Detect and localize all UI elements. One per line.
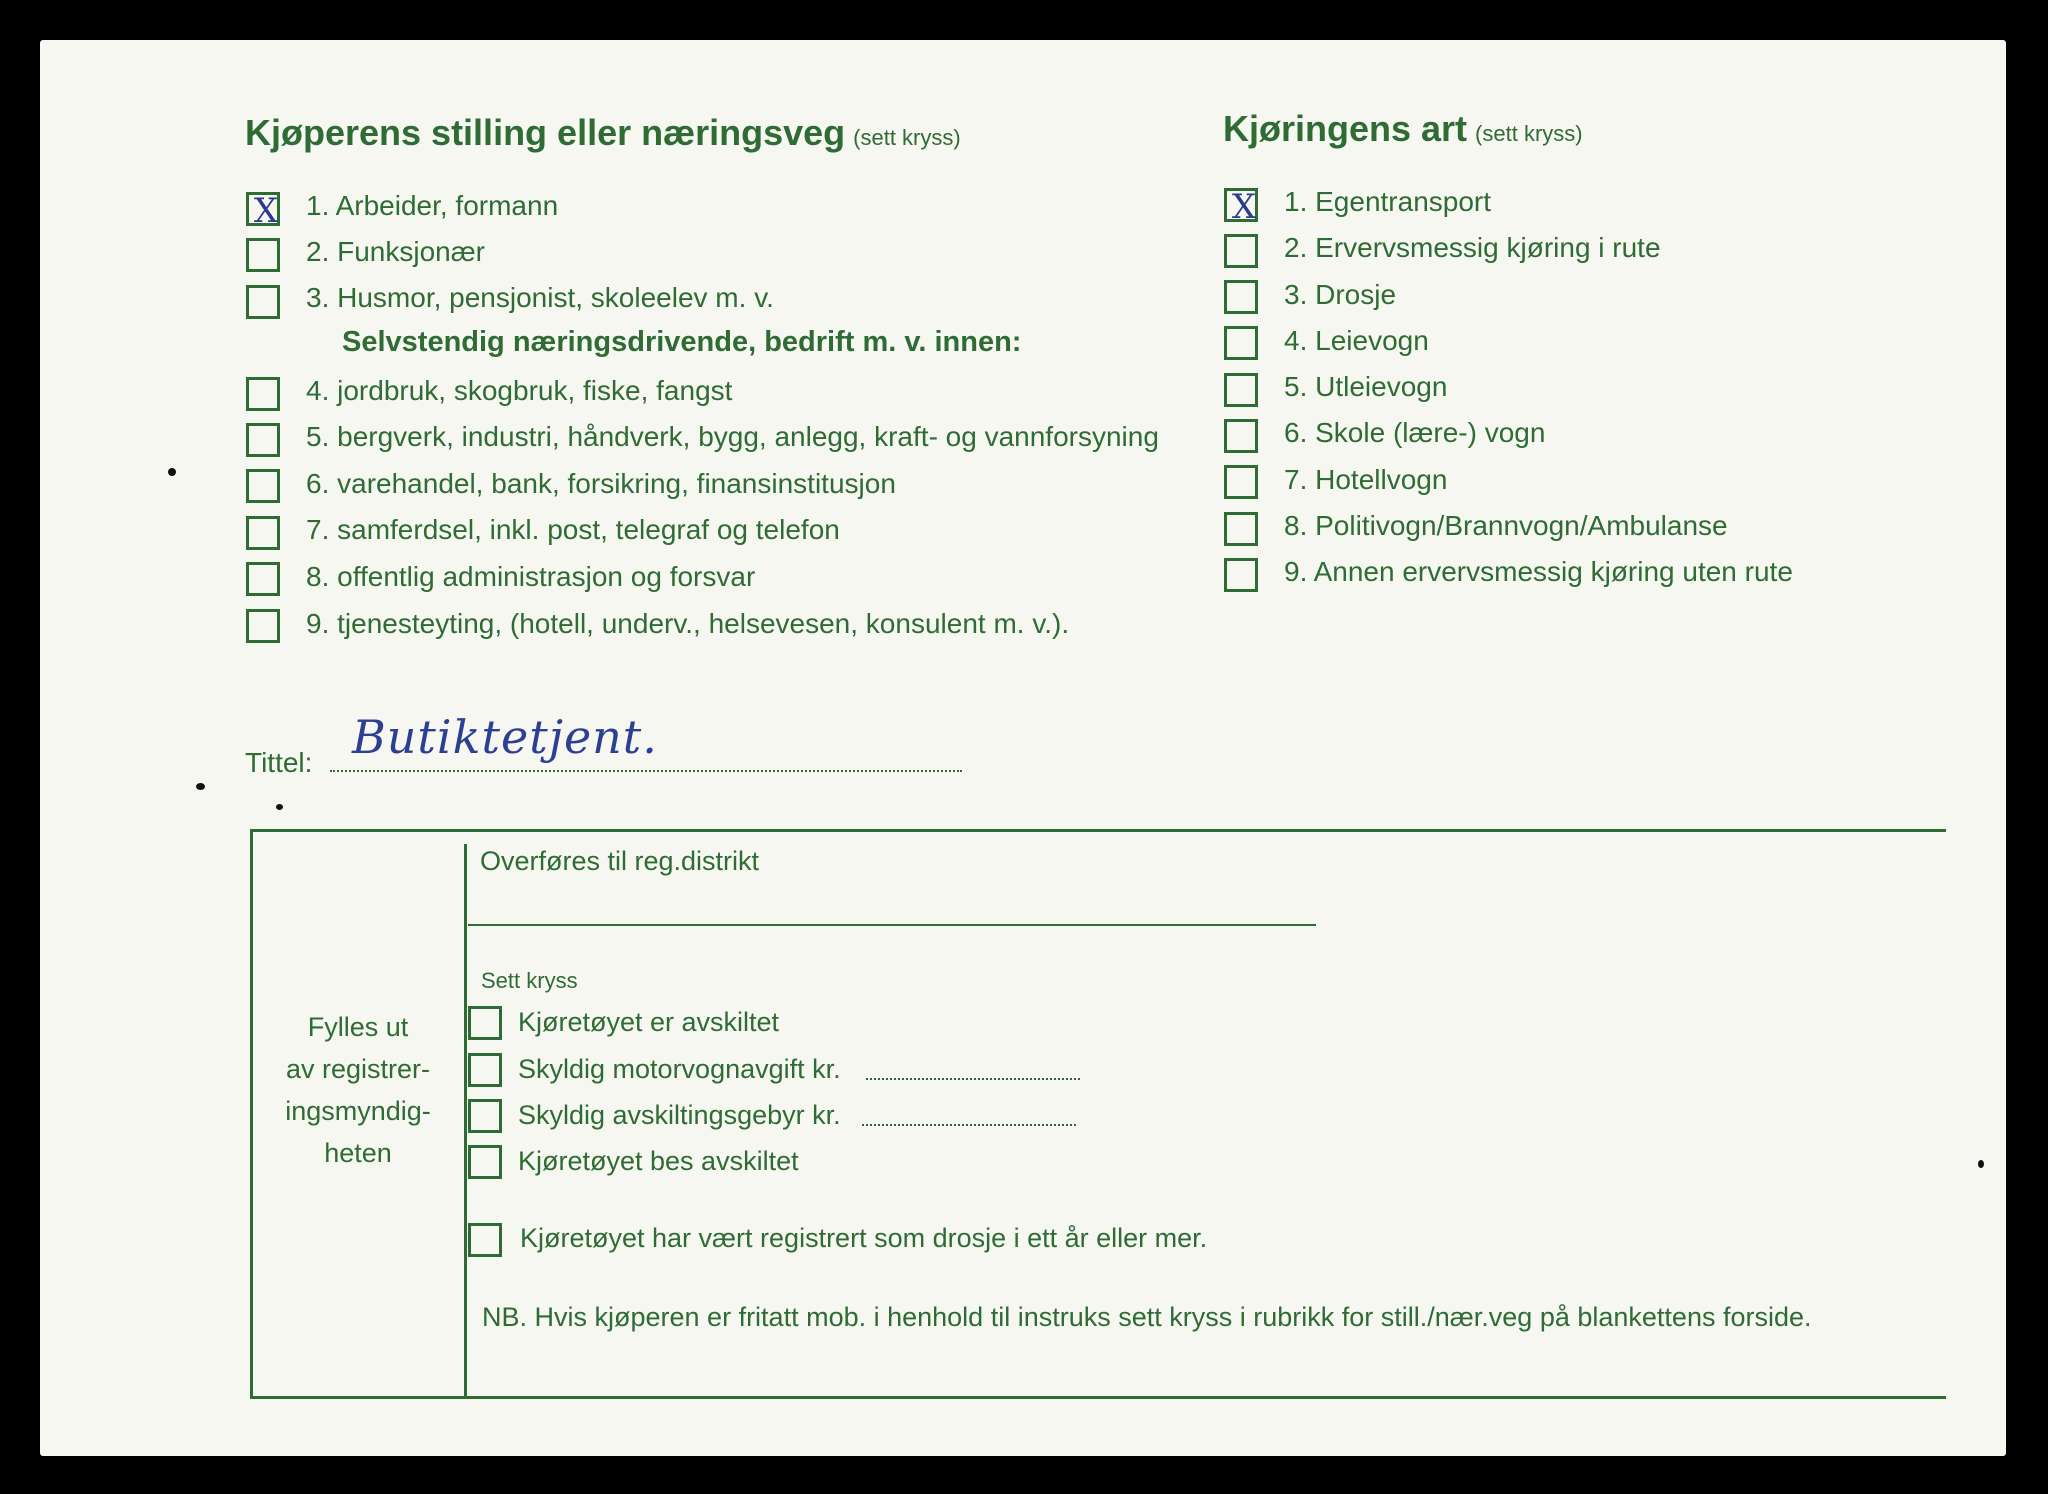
registry-checkbox-bes-avskiltet[interactable] bbox=[468, 1145, 502, 1179]
right-checkbox-6[interactable] bbox=[1224, 419, 1258, 453]
right-section-note: (sett kryss) bbox=[1475, 121, 1583, 146]
left-checkbox-4[interactable] bbox=[246, 377, 280, 411]
registry-side-label bbox=[258, 1006, 458, 1174]
right-item-4-label: 4. Leievogn bbox=[1284, 325, 1429, 356]
side-label-line-3: ingsmyndig- bbox=[285, 1096, 431, 1126]
scan-speck bbox=[168, 468, 176, 476]
right-section-heading bbox=[1223, 108, 1583, 150]
scan-speck bbox=[196, 783, 205, 790]
registry-check-3-label: Skyldig avskiltingsgebyr kr. bbox=[518, 1100, 841, 1130]
tittel-label: Tittel: bbox=[245, 747, 313, 778]
registry-checkbox-motorvognavgift[interactable] bbox=[468, 1053, 502, 1087]
registry-box-bottom-border bbox=[250, 1396, 1946, 1399]
right-checkbox-4[interactable] bbox=[1224, 326, 1258, 360]
overfores-label: Overføres til reg.distrikt bbox=[480, 846, 760, 876]
check-mark: X bbox=[253, 191, 279, 231]
nb-note: NB. Hvis kjøperen er fritatt mob. i henhold til instruks sett kryss i rubrikk for still./nær.veg på blankettens forside. bbox=[482, 1302, 1812, 1332]
left-item-6-label: 6. varehandel, bank, forsikring, finansinstitusjon bbox=[306, 468, 896, 499]
left-checkbox-1[interactable] bbox=[246, 191, 280, 231]
left-checkbox-9[interactable] bbox=[246, 609, 280, 643]
left-section-heading bbox=[245, 112, 961, 154]
right-item-8-label: 8. Politivogn/Brannvogn/Ambulanse bbox=[1284, 510, 1728, 541]
right-item-1-label: 1. Egentransport bbox=[1284, 186, 1492, 217]
right-checkbox-3[interactable] bbox=[1224, 280, 1258, 314]
right-item-2-label: 2. Ervervsmessig kjøring i rute bbox=[1284, 232, 1661, 263]
left-checkbox-5[interactable] bbox=[246, 423, 280, 457]
motorvognavgift-amount-line[interactable] bbox=[866, 1078, 1080, 1080]
tittel-dotted-line[interactable] bbox=[330, 770, 962, 772]
scan-speck bbox=[1978, 1160, 1984, 1168]
left-section-title: Kjøperens stilling eller næringsveg bbox=[245, 112, 846, 153]
avskiltingsgebyr-amount-line[interactable] bbox=[862, 1124, 1076, 1126]
check-mark: X bbox=[1231, 187, 1257, 227]
sett-kryss-label: Sett kryss bbox=[481, 968, 578, 993]
left-item-3-label: 3. Husmor, pensjonist, skoleelev m. v. bbox=[306, 282, 774, 313]
left-item-7-label: 7. samferdsel, inkl. post, telegraf og telefon bbox=[306, 514, 840, 545]
left-item-5-label: 5. bergverk, industri, håndverk, bygg, anlegg, kraft- og vannforsyning bbox=[306, 421, 1159, 452]
registry-checkbox-avskiltingsgebyr[interactable] bbox=[468, 1099, 502, 1133]
left-checkbox-2[interactable] bbox=[246, 238, 280, 272]
right-checkbox-7[interactable] bbox=[1224, 465, 1258, 499]
side-label-line-1: Fylles ut bbox=[307, 1012, 409, 1042]
right-checkbox-2[interactable] bbox=[1224, 234, 1258, 268]
right-item-9-label: 9. Annen ervervsmessig kjøring uten rute bbox=[1284, 556, 1793, 587]
overfores-line[interactable] bbox=[468, 924, 1316, 926]
right-item-6-label: 6. Skole (lære-) vogn bbox=[1284, 417, 1546, 448]
left-checkbox-8[interactable] bbox=[246, 562, 280, 596]
left-item-9-label: 9. tjenesteyting, (hotell, underv., helsevesen, konsulent m. v.). bbox=[306, 608, 1070, 639]
scan-speck bbox=[276, 804, 283, 810]
left-checkbox-3[interactable] bbox=[246, 285, 280, 319]
registry-box-left-border bbox=[250, 829, 253, 1399]
side-label-line-2: av registrer- bbox=[285, 1054, 431, 1084]
registry-check-1-label: Kjøretøyet er avskiltet bbox=[518, 1007, 780, 1037]
left-subheading: Selvstendig næringsdrivende, bedrift m. v. innen: bbox=[342, 326, 1022, 358]
right-checkbox-1[interactable] bbox=[1224, 187, 1258, 227]
right-checkbox-5[interactable] bbox=[1224, 373, 1258, 407]
registry-checkbox-drosje[interactable] bbox=[468, 1223, 502, 1257]
registry-box-top-border bbox=[250, 829, 1946, 832]
right-section-title: Kjøringens art bbox=[1223, 108, 1468, 149]
left-section-note: (sett kryss) bbox=[853, 125, 961, 150]
registry-check-2-label: Skyldig motorvognavgift kr. bbox=[518, 1054, 841, 1084]
right-checkbox-8[interactable] bbox=[1224, 512, 1258, 546]
registry-check-4-label: Kjøretøyet bes avskiltet bbox=[518, 1146, 799, 1176]
right-item-3-label: 3. Drosje bbox=[1284, 279, 1397, 310]
registry-check-5-label: Kjøretøyet har vært registrert som drosje i ett år eller mer. bbox=[520, 1223, 1208, 1253]
tittel-handwritten-value: Butiktetjent. bbox=[352, 710, 658, 764]
side-label-line-4: heten bbox=[324, 1138, 392, 1168]
left-checkbox-6[interactable] bbox=[246, 469, 280, 503]
left-item-4-label: 4. jordbruk, skogbruk, fiske, fangst bbox=[306, 375, 733, 406]
right-item-7-label: 7. Hotellvogn bbox=[1284, 464, 1448, 495]
left-checkbox-7[interactable] bbox=[246, 516, 280, 550]
left-item-1-label: 1. Arbeider, formann bbox=[306, 190, 559, 221]
left-item-2-label: 2. Funksjonær bbox=[306, 236, 485, 267]
right-checkbox-9[interactable] bbox=[1224, 558, 1258, 592]
right-item-5-label: 5. Utleievogn bbox=[1284, 371, 1448, 402]
form-sheet bbox=[40, 40, 2006, 1456]
registry-checkbox-avskiltet[interactable] bbox=[468, 1006, 502, 1040]
registry-box-divider bbox=[464, 844, 467, 1396]
left-item-8-label: 8. offentlig administrasjon og forsvar bbox=[306, 561, 756, 592]
